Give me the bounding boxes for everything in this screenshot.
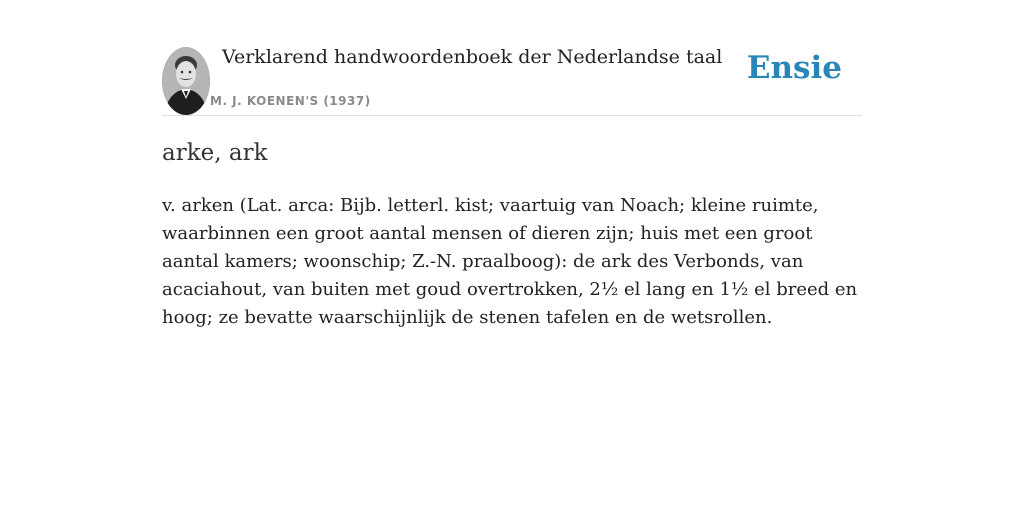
entry-headword: arke, ark <box>162 140 268 166</box>
dictionary-subtitle: M. J. KOENEN'S (1937) <box>210 94 371 108</box>
author-portrait-icon <box>162 47 210 115</box>
dictionary-title: Verklarend handwoordenboek der Nederlandse taal <box>222 46 723 68</box>
entry-definition: v. arken (Lat. arca: Bijb. letterl. kist; vaartuig van Noach; kleine ruimte, waarbinnen een groot aantal mensen of dieren zijn; huis met een groot aantal kamers; woonschip; Z.-N. praalboog): de ark des Verbonds, van acaciahout, van buiten met goud overtrokken, 2½ el lang en 1½ el breed en hoog; ze bevatte waarschijnlijk de stenen tafelen en de wetsrollen. <box>162 195 858 328</box>
ensie-logo-link[interactable]: Ensie <box>746 50 842 86</box>
page-header <box>162 40 862 116</box>
